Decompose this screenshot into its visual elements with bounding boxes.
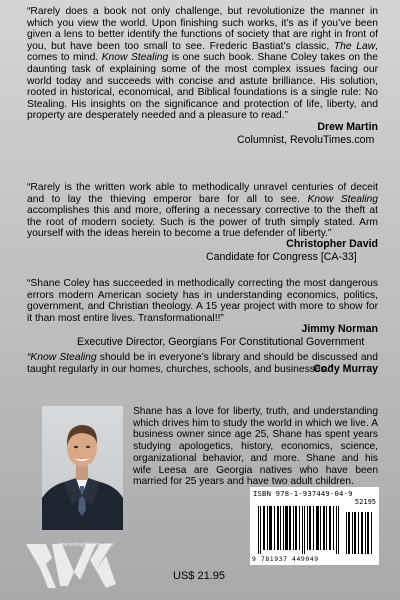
endorsement-4-quote: “Know Stealing should be in everyone’s library and should be discussed and taught regularly in our homes, churches, schools, and businesses.” (27, 352, 378, 375)
endorser-name-3: Jimmy Norman (301, 323, 378, 336)
endorsement-3-quote: “Shane Coley has succeeded in methodically correcting the most dangerous errors modern American society has in understanding economics, politics, government, and Christian theology. A 15 year project with more to show for it than most entire lives. Transformational!!” (27, 278, 378, 324)
endorser-name-4: Cody Murray (313, 363, 378, 376)
barcode-addon-number: 52195 (354, 498, 376, 506)
isbn-label: ISBN 978-1-937449-04-9 (253, 489, 353, 498)
publisher-logo-text: InterestingWriting.com (58, 542, 114, 548)
endorser-name-2: Christopher David (286, 237, 378, 250)
endorsement-2-quote: “Rarely is the written work able to methodically unravel centuries of deceit and to lay the thieving emperor bare for all to see. Know Stealing accomplishes this and more, offering a necessary corrective to the theft at the root of modern society. Such is the power of truth simply stated. Arm yourself with the ideas herein to become a true defender of liberty.” (27, 182, 378, 240)
barcode-number: 9 781937 449049 (252, 555, 319, 563)
endorsement-1 (27, 6, 378, 146)
author-bio: Shane has a love for liberty, truth, and understanding which drives him to study the world in which we live. A business owner since age 25, Shane has spent years studying apologetics, history, economics, science, organizational behavior, and more. Shane and his wife Leesa are Georgia natives who have been married for 25 years and have two adult children. (133, 406, 378, 488)
endorsement-2 (27, 182, 378, 264)
endorser-name-1: Drew Martin (317, 120, 378, 133)
price: US$ 21.95 (173, 570, 225, 582)
endorser-title-1: Columnist, RevoluTimes.com (237, 133, 375, 146)
endorsement-4 (27, 352, 378, 389)
endorsement-3 (27, 278, 378, 348)
endorsement-1-quote: “Rarely does a book not only challenge, but revolutionize the manner in which you view the world. Upon finishing such works, it’s as if you’ve been given a lens to better identify the functions of society that are right in front of you, but have been too small to see. Frederic Bastiat’s classic, The Law, comes to mind. Know Stealing is one such book. Shane Coley takes on the daunting task of explaining some of the most complex issues facing our world today and succeeds with concise and astute brilliance. His solution, rooted in historical, economical, and Biblical foundations is a single rule: No Stealing. His insights on the significance and protection of life, liberty, and property are desperately needed and a pleasure to read.” (27, 6, 379, 122)
barcode-bars (254, 506, 375, 556)
author-photo (42, 406, 123, 530)
isbn-barcode (250, 487, 379, 565)
endorser-title-3: Executive Director, Georgians For Constitutional Government (77, 336, 365, 349)
endorser-title-2: Candidate for Congress [CA-33] (206, 250, 357, 263)
